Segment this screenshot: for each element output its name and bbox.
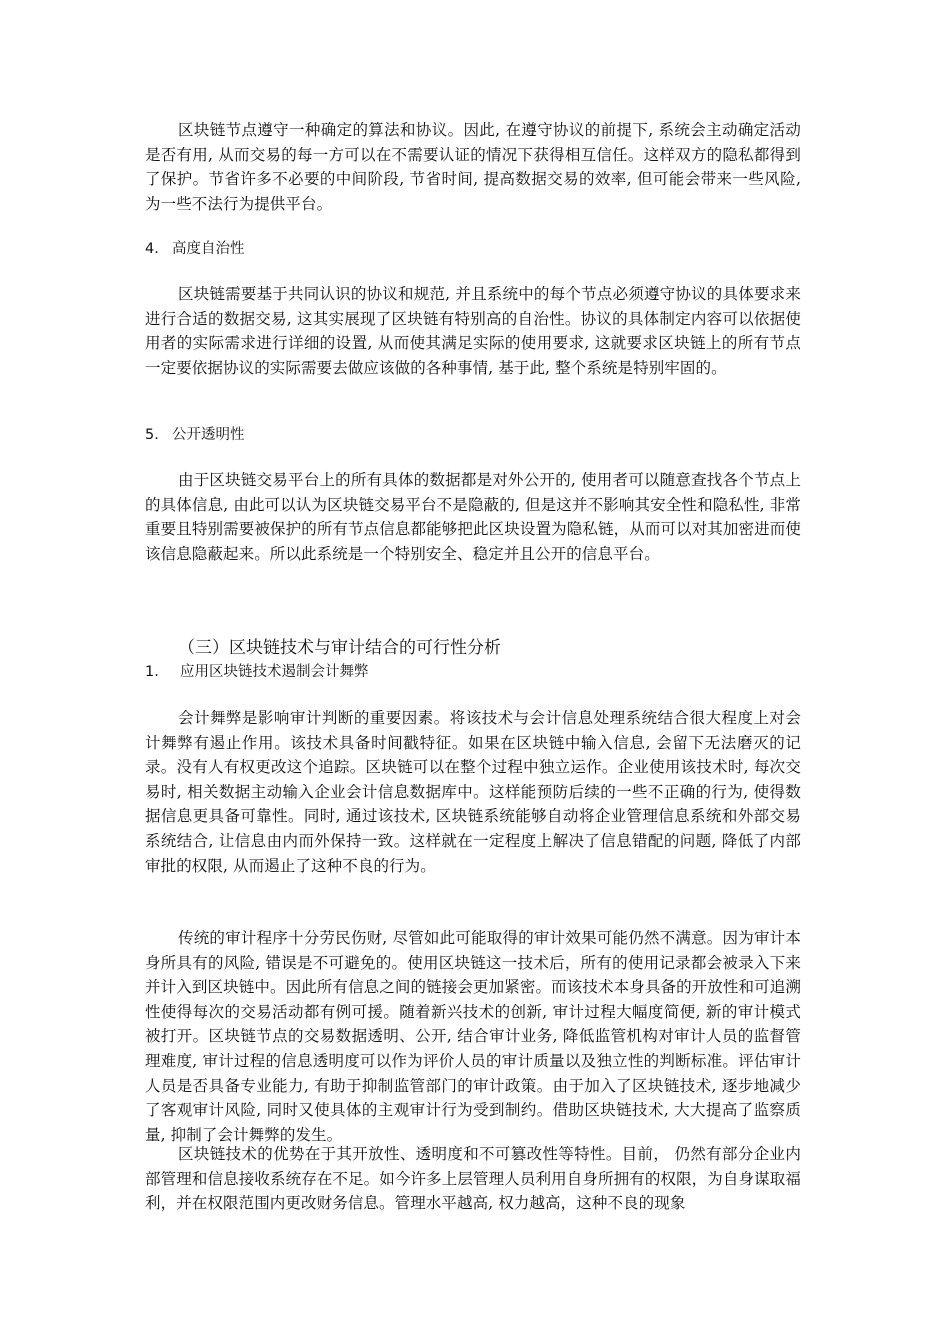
- paragraph-accounting-fraud: 会计舞弊是影响审计判断的重要因素。将该技术与会计信息处理系统结合很大程度上对会计舞弊有遏止作用。该技术具备时间戳特征。如果在区块链中输入信息, 会留下无法磨灭的记录。没有人有权更改这个追踪。区块链可以在整个过程中独立运作。企业使用该技术时, 每次交易时, 相关数据主动输入企业会计信息数据库中。这样能预防后续的一些不正确的行为, 使得数据信息更具备可靠性。同时, 通过该技术, 区块链系统能够自动将企业管理信息系统和外部交易系统结合, 让信息由内而外保持一致。这样就在一定程度上解决了信息错配的问题, 降低了内部审批的权限, 从而遏止了这种不良的行为。: [145, 709, 801, 875]
- heading-number: 4.: [145, 241, 159, 257]
- heading-transparency: [145, 425, 245, 445]
- paragraph-transparency: 由于区块链交易平台上的所有具体的数据都是对外公开的, 使用者可以随意查找各个节点上的具体信息, 由此可以认为区块链交易平台不是隐蔽的, 但是这并不影响其安全性和隐私性, 非常重要且特别需要被保护的所有节点信息都能够把此区块设置为隐私链，从而可以对其加密进而使该信息隐蔽起来。所以此系统是一个特别安全、稳定并且公开的信息平台。: [145, 471, 801, 563]
- heading-number: 5.: [145, 427, 159, 443]
- heading-high-autonomy: [145, 239, 245, 259]
- paragraph-traditional-audit: 传统的审计程序十分劳民伤财, 尽管如此可能取得的审计效果可能仍然不满意。因为审计本身所具有的风险, 错误是不可避免的。使用区块链这一技术后，所有的使用记录都会被录入下来并计入到区块链中。因此所有信息之间的链接会更加紧密。而该技术本身具备的开放性和可追溯性使得每次的交易活动都有例可援。随着新兴技术的创新, 审计过程大幅度简便, 新的审计模式被打开。区块链节点的交易数据透明、公开, 结合审计业务, 降低监管机构对审计人员的监督管理难度, 审计过程的信息透明度可以作为评价人员的审计质量以及独立性的判断标准。评估审计人员是否具备专业能力, 有助于抑制监管部门的审计政策。由于加入了区块链技术, 逐步地减少了客观审计风险, 同时又使具体的主观审计行为受到制约。借助区块链技术, 大大提高了监察质量, 抑制了会计舞弊的发生。: [145, 929, 801, 1144]
- paragraph-blockchain-advantage: 区块链技术的优势在于其开放性、透明度和不可篡改性等特性。目前， 仍然有部分企业内部管理和信息接收系统存在不足。如今许多上层管理人员利用自身所拥有的权限，为自身谋取福利，并在权限范围内更改财务信息。管理水平越高, 权力越高，这种不良的现象: [145, 1145, 801, 1213]
- paragraph-consensus-trust: 区块链节点遵守一种确定的算法和协议。因此, 在遵守协议的前提下, 系统会主动确定活动是否有用, 从而交易的每一方可以在不需要认证的情况下获得相互信任。这样双方的隐私都得到了保护。节省许多不必要的中间阶段, 节省时间, 提高数据交易的效率, 但可能会带来一些风险, 为一些不法行为提供平台。: [145, 121, 801, 213]
- heading-text: 应用区块链技术遏制会计舞弊: [180, 664, 369, 680]
- section-title-feasibility: （三）区块链技术与审计结合的可行性分析: [178, 638, 501, 658]
- heading-text: 公开透明性: [172, 427, 245, 443]
- heading-text: 高度自治性: [172, 241, 245, 257]
- heading-curb-fraud: [145, 662, 369, 682]
- paragraph-autonomy: 区块链需要基于共同认识的协议和规范, 并且系统中的每个节点必须遵守协议的具体要求来进行合适的数据交易, 这其实展现了区块链有特别高的自治性。协议的具体制定内容可以依据使用者的实际需求进行详细的设置, 从而使其满足实际的使用要求, 这就要求区块链上的所有节点一定要依据协议的实际需要去做应该做的各种事情, 基于此, 整个系统是特别牢固的。: [145, 285, 801, 377]
- heading-number: 1.: [145, 664, 159, 680]
